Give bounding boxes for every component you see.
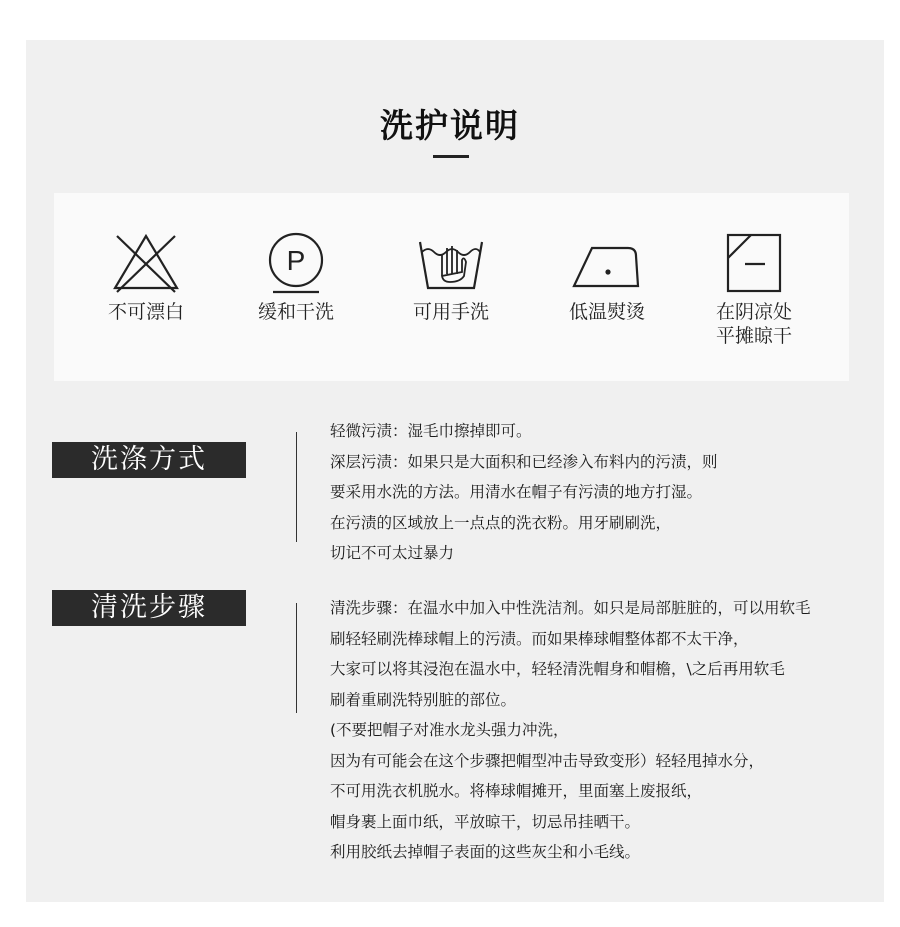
- text-line: 刷轻轻刷洗棒球帽上的污渍。而如果棒球帽整体都不太干净，: [330, 629, 749, 648]
- hand-wash-icon: [416, 232, 486, 294]
- text-line: 清洗步骤：在温水中加入中性洗洁剂。如只是局部脏脏的，可以用软毛: [330, 599, 811, 617]
- care-label: 缓和干洗: [257, 301, 334, 323]
- section-text-cleaning-steps: [330, 593, 811, 868]
- section-divider-line: [296, 603, 297, 713]
- section-text-washing-method: [330, 416, 718, 569]
- title-underline: [433, 155, 469, 158]
- care-label: 不可漂白: [107, 301, 184, 323]
- care-item-iron-low: [537, 232, 677, 324]
- section-tag-washing-method: 洗涤方式: [52, 442, 246, 478]
- text-line: 因为有可能会在这个步骤把帽型冲击导致变形）轻轻甩掉水分，: [330, 751, 765, 770]
- text-line: 切记不可太过暴力: [330, 544, 455, 562]
- care-item-dry-clean: [226, 232, 366, 324]
- care-item-hand-wash: [381, 232, 521, 324]
- section-divider-line: [296, 432, 297, 542]
- care-label: 低温熨烫: [568, 301, 645, 323]
- care-label: 在阴凉处: [715, 301, 792, 323]
- svg-text:P: P: [286, 245, 306, 276]
- text-line: 帽身裹上面巾纸，平放晾干，切忌吊挂晒干。: [330, 812, 641, 831]
- text-line: 不可用洗衣机脱水。将棒球帽摊开，里面塞上废报纸，: [330, 782, 703, 800]
- page-title: 洗护说明: [380, 106, 520, 145]
- care-label: 可用手洗: [412, 301, 489, 323]
- care-item-dry-flat-shade: [684, 232, 824, 348]
- text-line: 利用胶纸去掉帽子表面的这些灰尘和小毛线。: [330, 843, 641, 861]
- text-line: 深层污渍：如果只是大面积和已经渗入布料内的污渍，则: [330, 452, 718, 471]
- care-item-no-bleach: [76, 232, 216, 324]
- text-line: 要采用水洗的方法。用清水在帽子有污渍的地方打湿。: [330, 483, 703, 501]
- section-tag-cleaning-steps: 清洗步骤: [52, 590, 246, 626]
- dry-clean-p-icon: [261, 232, 331, 294]
- care-label-line2: 平摊晾干: [715, 325, 792, 347]
- text-line: 大家可以将其浸泡在温水中，轻轻清洗帽身和帽檐，\之后再用软毛: [330, 660, 785, 678]
- dry-flat-shade-icon: [719, 232, 789, 294]
- text-line: 轻微污渍：湿毛巾擦掉即可。: [330, 422, 532, 440]
- text-line: 在污渍的区域放上一点点的洗衣粉。用牙刷刷洗，: [330, 513, 672, 532]
- text-line: (不要把帽子对准水龙头强力冲洗，: [330, 721, 569, 739]
- text-line: 刷着重刷洗特别脏的部位。: [330, 690, 517, 709]
- iron-low-temp-icon: [572, 232, 642, 294]
- no-bleach-icon: [111, 232, 181, 294]
